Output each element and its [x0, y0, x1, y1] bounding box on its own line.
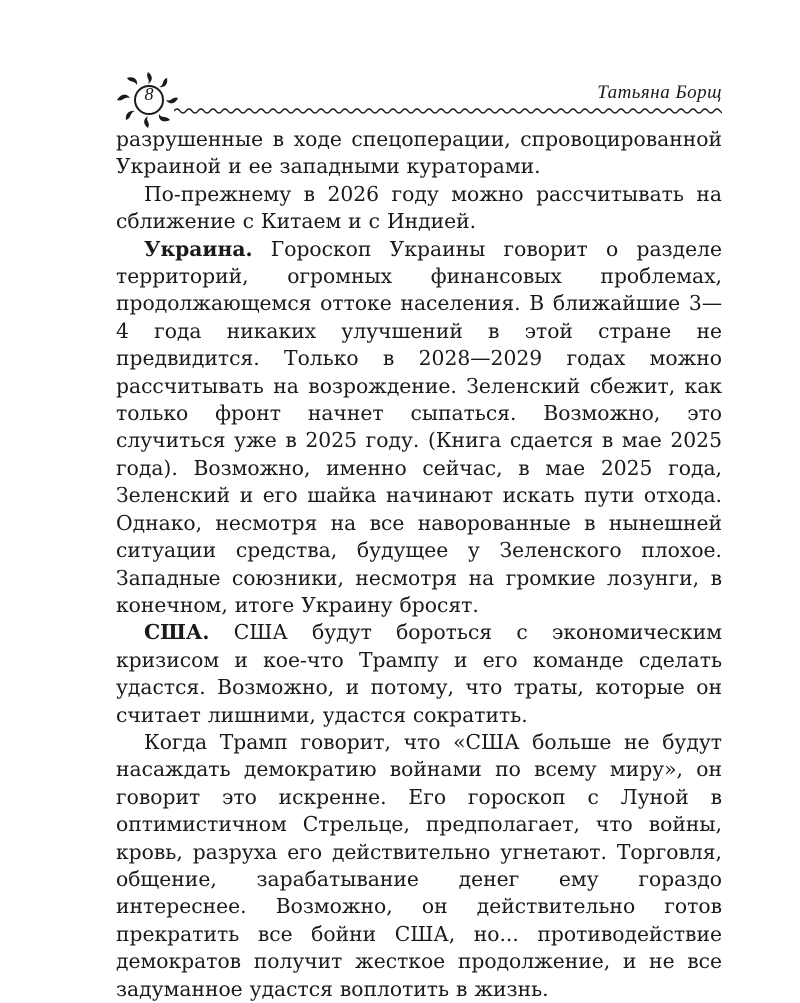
wavy-divider [174, 106, 722, 116]
paragraph-text: Гороскоп Украины говорит о разделе территорий, огромных финансовых проблемах, продолжающемся оттоке населения. В ближайшие 3—4 года никаких улучшений в этой стране не предвидится. Только в 2028—2029 годах можно рассчитывать на возрождение. Зеленский сбежит, как только фронт начнет сыпаться. Возможно, это случиться уже в 2025 году. (Книга сдается в мае 2025 года). Возможно, именно сейчас, в мае 2025 года, Зеленский и его шайка начинают искать пути отхода. Однако, несмотря на все наворованные в нынешней ситуации средства, будущее у Зеленского плохое. Западные союзники, несмотря на громкие лозунги, в конечном, итоге Украину бросят. [116, 236, 722, 617]
page-number: 8 [144, 84, 154, 104]
section-lead: Украина. [144, 236, 253, 261]
paragraph: По-прежнему в 2026 году можно рассчитывать на сближение с Китаем и с Индией. [116, 181, 722, 234]
paragraph-ukraine [116, 236, 722, 620]
paragraph: разрушенные в ходе спецоперации, спровоцированной Украиной и ее западными кураторами. [116, 127, 722, 179]
section-lead: США. [144, 620, 210, 645]
paragraph-usa [116, 619, 722, 729]
paragraph: Когда Трамп говорит, что «США больше не будут насаждать демократию войнами по всему миру», он говорит это искренне. Его гороскоп с Луной в оптимистичном Стрельце, предполагает, что войны, кровь, разруха его действительно угнетают. Торговля, общение, зарабатывание денег ему гораздо интереснее. Возможно, он действительно готов прекратить все бойни США, но... противодействие демократов получит жесткое продолжение, и не все задуманное удастся воплотить в жизнь. [116, 729, 722, 1001]
paragraph-text: США будут бороться с экономическим кризисом и кое-что Трампу и его команде сделать удастся. Возможно, и потому, что траты, которые он считает лишними, удастся сократить. [116, 620, 722, 727]
body-text [116, 126, 722, 1003]
running-header [112, 70, 722, 130]
running-title: Татьяна Борщ [597, 82, 722, 103]
